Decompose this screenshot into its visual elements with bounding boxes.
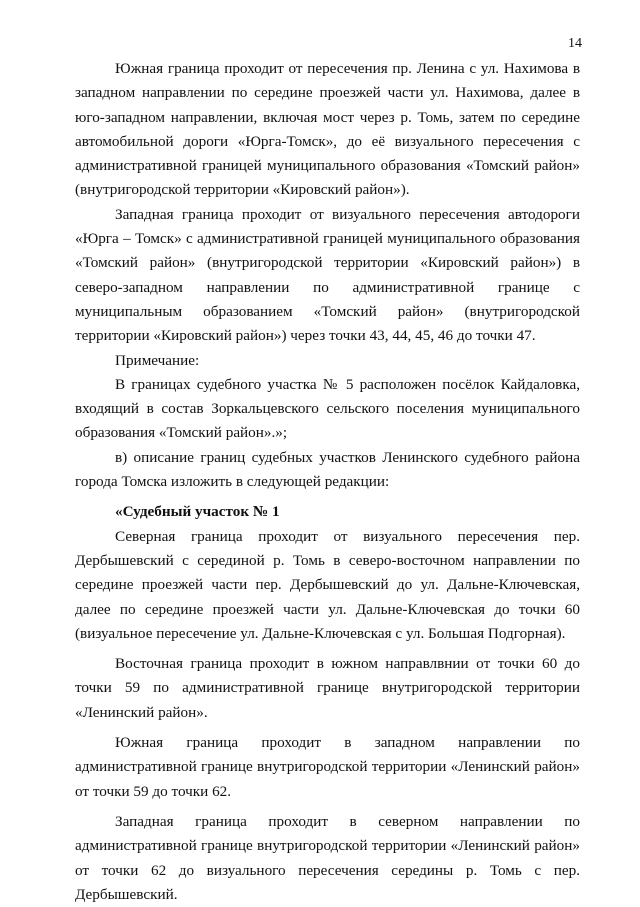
paragraph-west-border-kirovsky: Западная граница проходит от визуального пересечения автодороги «Юрга – Томск» с административной границей муниципального образования «Томский район» (внутригородской территории «Кировский район») в северо-западном направлении по административной границе с муниципальным образованием «Томский район» (внутригородской территории «Кировский район») через точки 43, 44, 45, 46 до точки 47. (75, 205, 580, 345)
paragraph-amendment-intro: в) описание границ судебных участков Ленинского судебного района города Томска изложить в следующей редакции: (75, 448, 580, 491)
page-number: 14 (568, 36, 582, 51)
document-body (75, 57, 580, 907)
paragraph-south-border-district-1: Южная граница проходит в западном направлении по административной границе внутригородской территории «Ленинский район» от точки 59 до точки 62. (75, 734, 580, 800)
paragraph-note-text: В границах судебного участка № 5 расположен посёлок Кайдаловка, входящий в состав Зоркальцевского сельского поселения муниципального образования «Томский район».»; (75, 375, 580, 442)
paragraph-note-heading: Примечание: (115, 351, 200, 369)
paragraph-north-border-district-1: Северная граница проходит от визуального пересечения пер. Дербышевский с серединой р. Томь в северо-восточном направлении по середине проезжей части пер. Дербышевский до ул. Дальне-Ключевская, далее по середине проезжей части ул. Дальне-Ключевская до точки 60 (визуальное пересечение ул. Дальне-Ключевская с ул. Большая Подгорная). (75, 527, 580, 642)
paragraph-west-border-district-1: Западная граница проходит в северном направлении по административной границе внутригородской территории «Ленинский район» от точки 62 до визуального пересечения середины р. Томь с пер. Дербышевский. (75, 812, 580, 903)
section-heading-court-district-1: «Судебный участок № 1 (115, 503, 280, 521)
paragraph-south-border-kirovsky: Южная граница проходит от пересечения пр. Ленина с ул. Нахимова в западном направлении по середине проезжей части ул. Нахимова, далее в юго-западном направлении, включая мост через р. Томь, затем по середине автомобильной дороги «Юрга-Томск», до её визуального пересечения с административной границей муниципального образования «Томский район» (внутригородской территории «Кировский район»). (75, 60, 580, 199)
paragraph-east-border-district-1: Восточная граница проходит в южном направлвнии от точки 60 до точки 59 по административной границе внутригородской территории «Ленинский район». (75, 655, 580, 721)
